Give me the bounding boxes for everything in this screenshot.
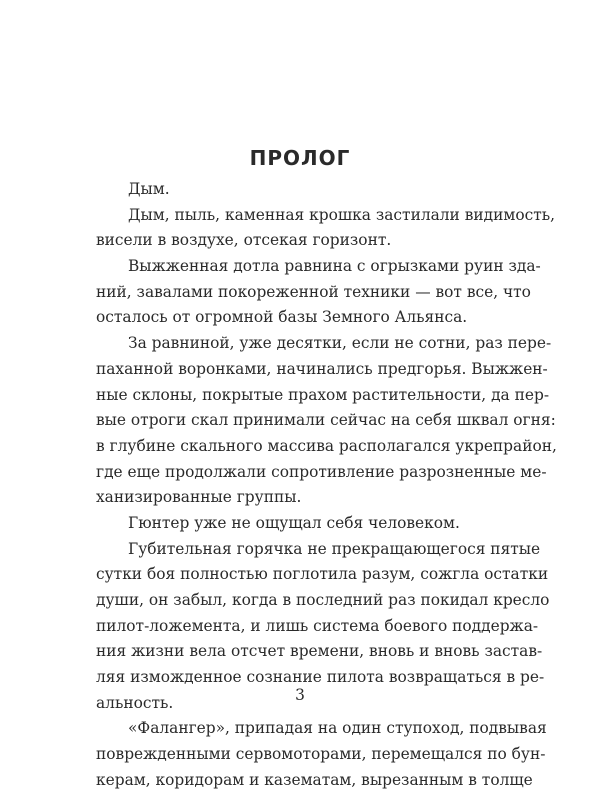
text-line: осталось от огромной базы Земного Альянса. [96,308,468,327]
text-line: «Фалангер», припадая на один ступоход, подвывая [128,719,547,738]
text-line: висели в воздухе, отсекая горизонт. [96,231,392,250]
text-line: За равниной, уже десятки, если не сотни, раз пере- [128,334,552,353]
text-line: где еще продолжали сопротивление разрозненные ме- [96,462,547,481]
text-line: ний, завалами покореженной техники — вот все, что [96,282,531,301]
text-line: Дым. [128,180,170,198]
text-line: в глубине скального массива располагался укрепрайон, [96,436,557,455]
text-line: Губительная горячка не прекращающегося пятые [128,539,541,558]
text-line: альность. [96,693,174,712]
text-line: ные склоны, покрытые прахом растительности, да пер- [96,385,550,404]
text-line: Гюнтер уже не ощущал себя человеком. [128,513,460,532]
page-number: 3 [295,686,305,704]
text-line: ния жизни вела отсчет времени, вновь и вновь застав- [96,642,543,661]
text-line: вые отроги скал принимали сейчас на себя шквал огня: [96,411,556,430]
text-line: поврежденными сервомоторами, перемещался по бун- [96,745,546,764]
chapter-title: ПРОЛОГ [249,146,351,170]
text-line: души, он забыл, когда в последний раз покидал кресло [96,591,550,609]
text-line: ляя изможденное сознание пилота возвращаться в ре- [96,668,545,687]
text-line: ханизированные группы. [96,488,302,507]
text-line: паханной воронками, начинались предгорья. Выжжен- [96,359,548,378]
text-line: пилот-ложемента, и лишь система боевого поддержа- [96,616,539,635]
text-line: керам, коридорам и казематам, вырезанным в толще [96,770,533,789]
text-line: Выжженная дотла равнина с огрызками руин зда- [128,257,541,276]
text-line: Дым, пыль, каменная крошка застилали видимость, [128,205,556,224]
text-line: сутки боя полностью поглотила разум, сожгла остатки [96,565,549,584]
